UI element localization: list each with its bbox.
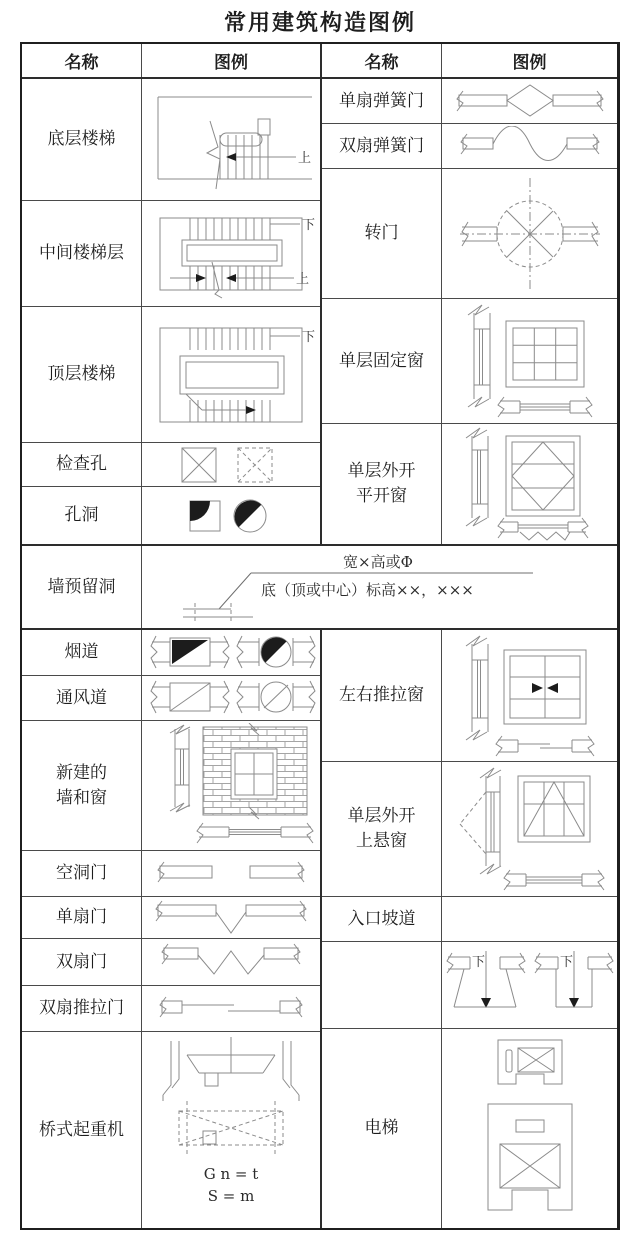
header-legend-right: 图例 — [512, 53, 547, 73]
fixed-window-legend — [442, 299, 617, 423]
row-label: 入口坡道 — [347, 908, 416, 929]
row-stair-bottom — [22, 79, 320, 201]
row-label: 电梯 — [364, 1118, 399, 1139]
row-label: 左右推拉窗 — [339, 685, 424, 706]
stair-middle-legend — [142, 201, 320, 306]
row-sliding-window — [322, 630, 617, 762]
crane-formula-1: G n = t — [203, 1165, 259, 1183]
smoke-flue-legend — [142, 630, 320, 675]
ramp-down-label-1: 下 — [471, 955, 485, 970]
row-label-line2: 墙和窗 — [56, 787, 107, 808]
inspection-hole-legend — [142, 443, 320, 486]
row-vent-duct — [22, 676, 320, 721]
row-label: 检查孔 — [56, 454, 107, 475]
stair-up-label: 上 — [298, 151, 312, 166]
double-door-legend — [142, 939, 320, 985]
vent-duct-legend — [142, 676, 320, 720]
top-hung-window-legend — [442, 762, 617, 896]
row-label: 孔洞 — [64, 505, 99, 526]
row-label: 单层固定窗 — [339, 350, 424, 371]
row-single-door — [22, 897, 320, 939]
stair-down-label: 下 — [302, 217, 316, 233]
row-label: 单扇弹簧门 — [339, 90, 424, 111]
row-entrance-ramp — [322, 897, 617, 942]
stair-bottom-legend — [142, 79, 320, 200]
header-legend-left: 图例 — [214, 53, 248, 73]
row-label-line2: 平开窗 — [356, 486, 407, 506]
double-sliding-door-legend — [142, 986, 320, 1031]
row-label: 空洞门 — [56, 863, 107, 884]
hole-legend — [142, 487, 320, 544]
entrance-ramp-legend — [442, 942, 617, 1028]
row-double-spring-door — [322, 124, 617, 169]
row-stair-top — [22, 307, 320, 443]
table-header — [22, 44, 617, 79]
new-wall-window-legend — [142, 721, 320, 850]
row-label: 墙预留洞 — [47, 576, 116, 597]
wall-reserved-hole-legend — [142, 546, 617, 628]
row-new-wall-window — [22, 721, 320, 851]
row-fixed-window — [322, 299, 617, 424]
row-label: 底层楼梯 — [47, 129, 116, 150]
row-label: 双扇门 — [56, 951, 107, 972]
row-wall-reserved-hole — [22, 544, 617, 630]
row-top-hung-window — [322, 762, 617, 897]
row-hole — [22, 487, 320, 544]
header-name-left: 名称 — [22, 44, 142, 77]
row-label-line2: 上悬窗 — [356, 831, 407, 851]
row-entrance-ramp-diagrams — [322, 942, 617, 1029]
row-inspection-hole — [22, 443, 320, 487]
row-revolving-door — [322, 169, 617, 299]
crane-formula-2: S = m — [207, 1187, 255, 1205]
row-label: 烟道 — [64, 642, 99, 663]
header-name-right: 名称 — [322, 44, 442, 77]
row-smoke-flue — [22, 630, 320, 676]
row-bridge-crane — [22, 1032, 320, 1228]
stair-top-legend — [142, 307, 320, 442]
stair-up-label: 上 — [296, 271, 310, 287]
row-label: 桥式起重机 — [39, 1119, 124, 1140]
row-label-line1: 单层外开 — [347, 461, 416, 482]
row-label-line1: 单层外开 — [347, 806, 416, 827]
row-double-door — [22, 939, 320, 986]
legend-table — [20, 42, 620, 1230]
casement-window-legend — [442, 424, 617, 544]
single-door-legend — [142, 897, 320, 938]
revolving-door-legend — [442, 169, 617, 298]
row-label: 双扇弹簧门 — [339, 135, 424, 156]
entrance-ramp-empty-cell — [442, 897, 617, 941]
note-bottom: 底（顶或中心）标高××，××× — [260, 581, 474, 599]
row-label: 中间楼梯层 — [39, 243, 124, 264]
row-label: 顶层楼梯 — [47, 364, 116, 385]
band-lower — [22, 630, 617, 1228]
row-double-sliding-door — [22, 986, 320, 1032]
opening-door-legend — [142, 851, 320, 896]
row-opening-door — [22, 851, 320, 897]
note-top: 宽×高或Φ — [342, 553, 413, 571]
row-label: 通风道 — [56, 687, 107, 708]
sliding-window-legend — [442, 630, 617, 761]
page-title: 常用建筑构造图例 — [223, 10, 416, 36]
row-stair-middle — [22, 201, 320, 307]
row-label-line1: 新建的 — [56, 762, 107, 783]
row-single-spring-door — [322, 79, 617, 124]
row-elevator — [322, 1029, 617, 1228]
row-label: 单扇门 — [56, 907, 107, 928]
stair-down-label: 下 — [302, 329, 316, 345]
row-casement-window — [322, 424, 617, 544]
elevator-legend — [442, 1029, 617, 1228]
bridge-crane-legend — [142, 1032, 320, 1228]
single-spring-door-legend — [442, 79, 617, 123]
double-spring-door-legend — [442, 124, 617, 168]
band-upper — [22, 79, 617, 544]
row-label: 双扇推拉门 — [39, 998, 124, 1019]
row-label: 转门 — [364, 223, 399, 244]
ramp-down-label-2: 下 — [559, 955, 573, 970]
